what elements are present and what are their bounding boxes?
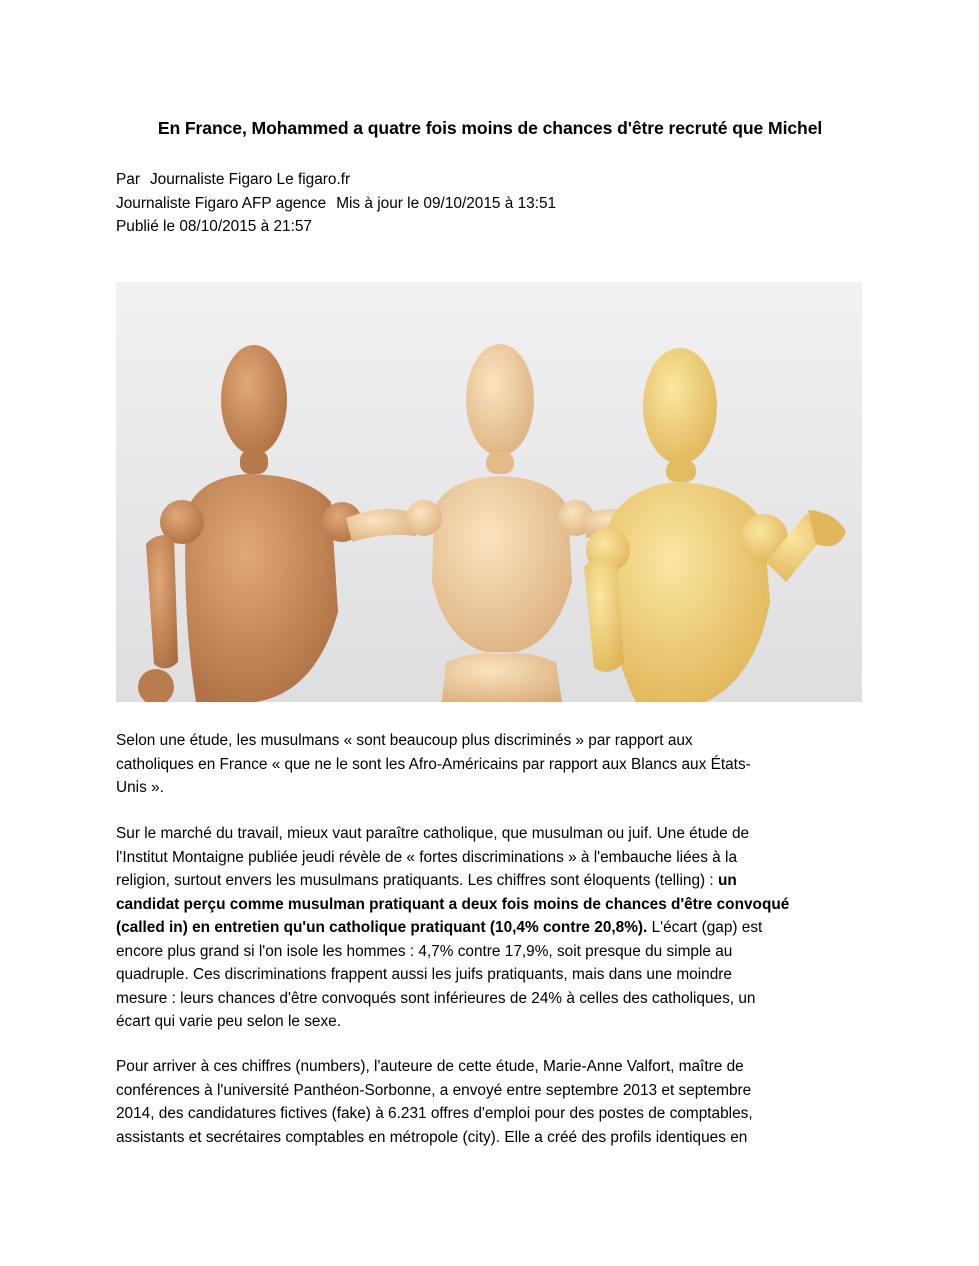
paragraph-line: Unis ».	[116, 779, 164, 796]
article-title: En France, Mohammed a quatre fois moins de chances d'être recruté que Michel	[157, 118, 823, 138]
paragraph-line: 2014, des candidatures fictives (fake) à 6.231 offres d'emploi pour des postes de comptables,	[116, 1105, 753, 1122]
paragraph-line: conférences à l'université Panthéon-Sorbonne, a envoyé entre septembre 2013 et septembre	[116, 1081, 752, 1099]
paragraph-line	[116, 869, 866, 893]
byline-prefix: Par	[116, 171, 140, 188]
paragraph-2	[116, 822, 866, 1034]
wooden-mannequins-illustration	[116, 282, 862, 702]
text-bold: (called in) en entretien qu'un catholique pratiquant (10,4% contre 20,8%).	[116, 919, 648, 936]
paragraph-line-bold: candidat perçu comme musulman pratiquant a deux fois moins de chances d'être convoqué	[116, 895, 790, 913]
text-bold: un	[717, 872, 737, 889]
text-normal: L'écart (gap) est	[647, 919, 763, 936]
paragraph-line: l'Institut Montaigne publiée jeudi révèle de « fortes discriminations » à l'embauche liées à la	[116, 848, 737, 866]
paragraph-line: catholiques en France « que ne le sont les Afro-Américains par rapport aux Blancs aux États-	[116, 755, 751, 773]
byline	[116, 168, 556, 239]
paragraph-line: écart qui varie peu selon le sexe.	[116, 1013, 342, 1030]
article-photo	[116, 282, 862, 702]
paragraph-line: assistants et secrétaires comptables en métropole (city). Elle a créé des profils identiques en	[116, 1128, 748, 1146]
paragraph-3	[116, 1055, 866, 1149]
published-date: Publié le 08/10/2015 à 21:57	[116, 218, 312, 235]
paragraph-line: Pour arriver à ces chiffres (numbers), l'auteure de cette étude, Marie-Anne Valfort, maître de	[116, 1058, 744, 1075]
text-normal: religion, surtout envers les musulmans pratiquants. Les chiffres sont éloquents (telling) :	[116, 872, 718, 889]
byline-author-1: Journaliste Figaro Le figaro.fr	[149, 171, 351, 188]
byline-line-3	[116, 215, 556, 239]
paragraph-line: Sur le marché du travail, mieux vaut paraître catholique, que musulman ou juif. Une étude de	[116, 825, 750, 842]
paragraph-line: quadruple. Ces discriminations frappent aussi les juifs pratiquants, mais dans une moindre	[116, 966, 732, 983]
paragraph-line: Selon une étude, les musulmans « sont beaucoup plus discriminés » par rapport aux	[116, 732, 693, 749]
byline-line-2	[116, 192, 556, 216]
byline-author-2: Journaliste Figaro AFP agence	[116, 194, 327, 212]
paragraph-line	[116, 916, 866, 940]
paragraph-line: encore plus grand si l'on isole les hommes : 4,7% contre 17,9%, soit presque du simple au	[116, 942, 733, 960]
paragraph-1	[116, 729, 866, 800]
paragraph-line: mesure : leurs chances d'être convoqués sont inférieures de 24% à celles des catholiques, un	[116, 989, 756, 1007]
updated-date: Mis à jour le 09/10/2015 à 13:51	[336, 194, 557, 212]
byline-line-1	[116, 168, 556, 192]
